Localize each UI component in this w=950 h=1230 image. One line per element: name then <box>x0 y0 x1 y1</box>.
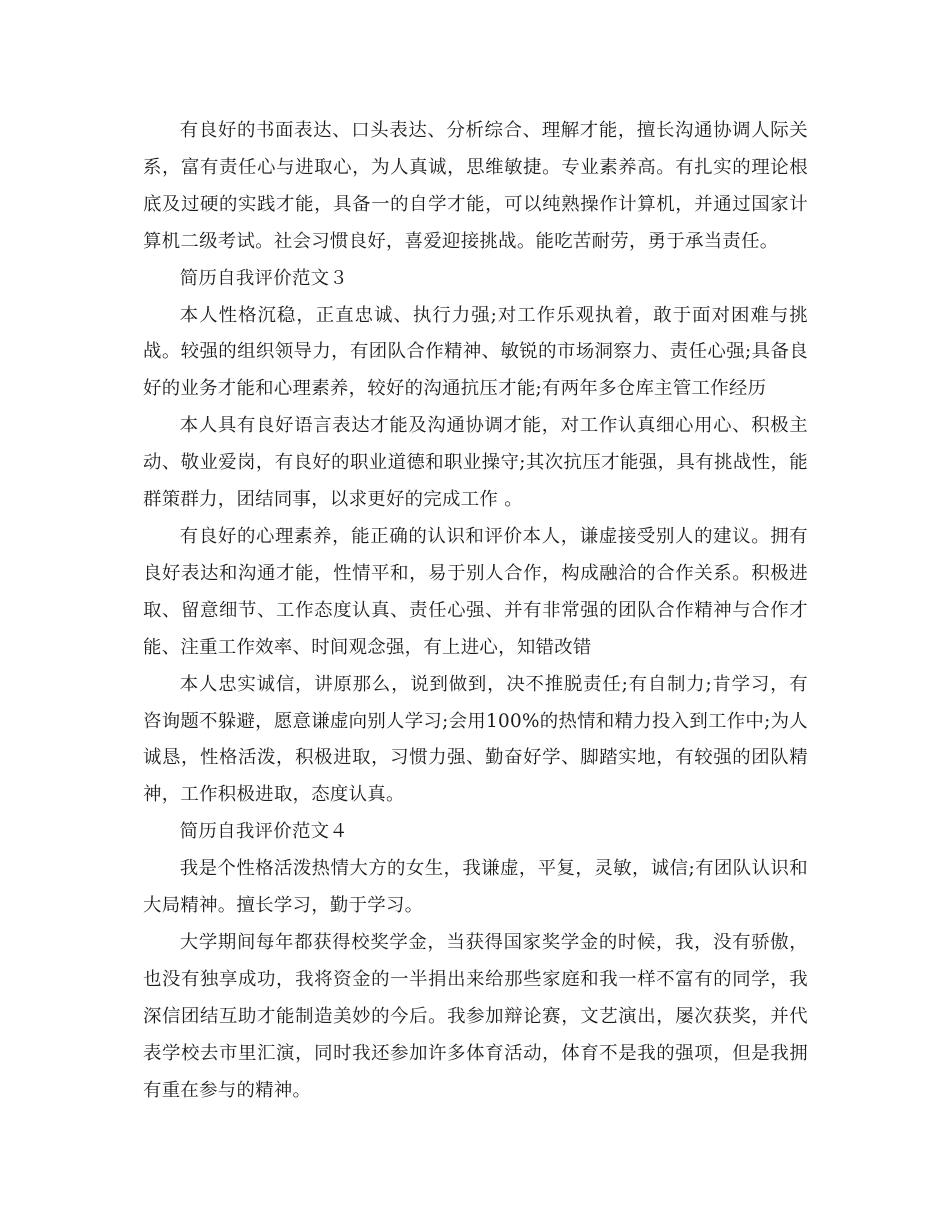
paragraph-sample-3-integrity: 本人忠实诚信，讲原那么，说到做到，决不推脱责任;有自制力;肯学习，有咨询题不躲避，愿意谦虚向别人学习;会用100%的热情和精力投入到工作中;为人诚恳，性格活泼，积极进取，习惯力强、勤奋好学、脚踏实地，有较强的团队精神，工作积极进取，态度认真。 <box>143 673 808 806</box>
document-body <box>143 113 808 1109</box>
paragraph-sample-4-university: 大学期间每年都获得校奖学金，当获得国家奖学金的时候，我，没有骄傲，也没有独享成功，我将资金的一半捐出来给那些家庭和我一样不富有的同学，我深信团结互助才能制造美妙的今后。我参加辩论赛，文艺演出，屡次获奖，并代表学校去市里汇演，同时我还参加许多体育活动，体育不是我的强项，但是我拥有重在参与的精神。 <box>143 931 808 1101</box>
paragraph-sample-4-character: 我是个性格活泼热情大方的女生，我谦虚，平复，灵敏，诚信;有团队认识和大局精神。擅长学习，勤于学习。 <box>143 858 808 917</box>
paragraph-sample-3-psychology: 有良好的心理素养，能正确的认识和评价本人，谦虚接受别人的建议。拥有良好表达和沟通才能，性情平和，易于别人合作，构成融洽的合作关系。积极进取、留意细节、工作态度认真、责任心强、并有非常强的团队合作精神与合作才能、注重工作效率、时间观念强，有上进心，知错改错 <box>143 525 808 658</box>
section-heading-sample-3: 简历自我评价范文３ <box>179 267 349 289</box>
paragraph-sample-3-communication: 本人具有良好语言表达才能及沟通协调才能，对工作认真细心用心、积极主动、敬业爱岗，有良好的职业道德和职业操守;其次抗压才能强，具有挑战性，能群策群力，团结同事，以求更好的完成工作 。 <box>143 415 808 511</box>
section-heading-sample-4: 简历自我评价范文４ <box>179 821 349 843</box>
paragraph-sample-3-personality: 本人性格沉稳，正直忠诚、执行力强;对工作乐观执着，敢于面对困难与挑战。较强的组织领导力，有团队合作精神、敏锐的市场洞察力、责任心强;具备良好的业务才能和心理素养，较好的沟通抗压才能;有两年多仓库主管工作经历 <box>143 304 808 400</box>
paragraph-skills-summary: 有良好的书面表达、口头表达、分析综合、理解才能，擅长沟通协调人际关系，富有责任心与进取心，为人真诚，思维敏捷。专业素养高。有扎实的理论根底及过硬的实践才能，具备一的自学才能，可以纯熟操作计算机，并通过国家计算机二级考试。社会习惯良好，喜爱迎接挑战。能吃苦耐劳，勇于承当责任。 <box>143 120 808 252</box>
